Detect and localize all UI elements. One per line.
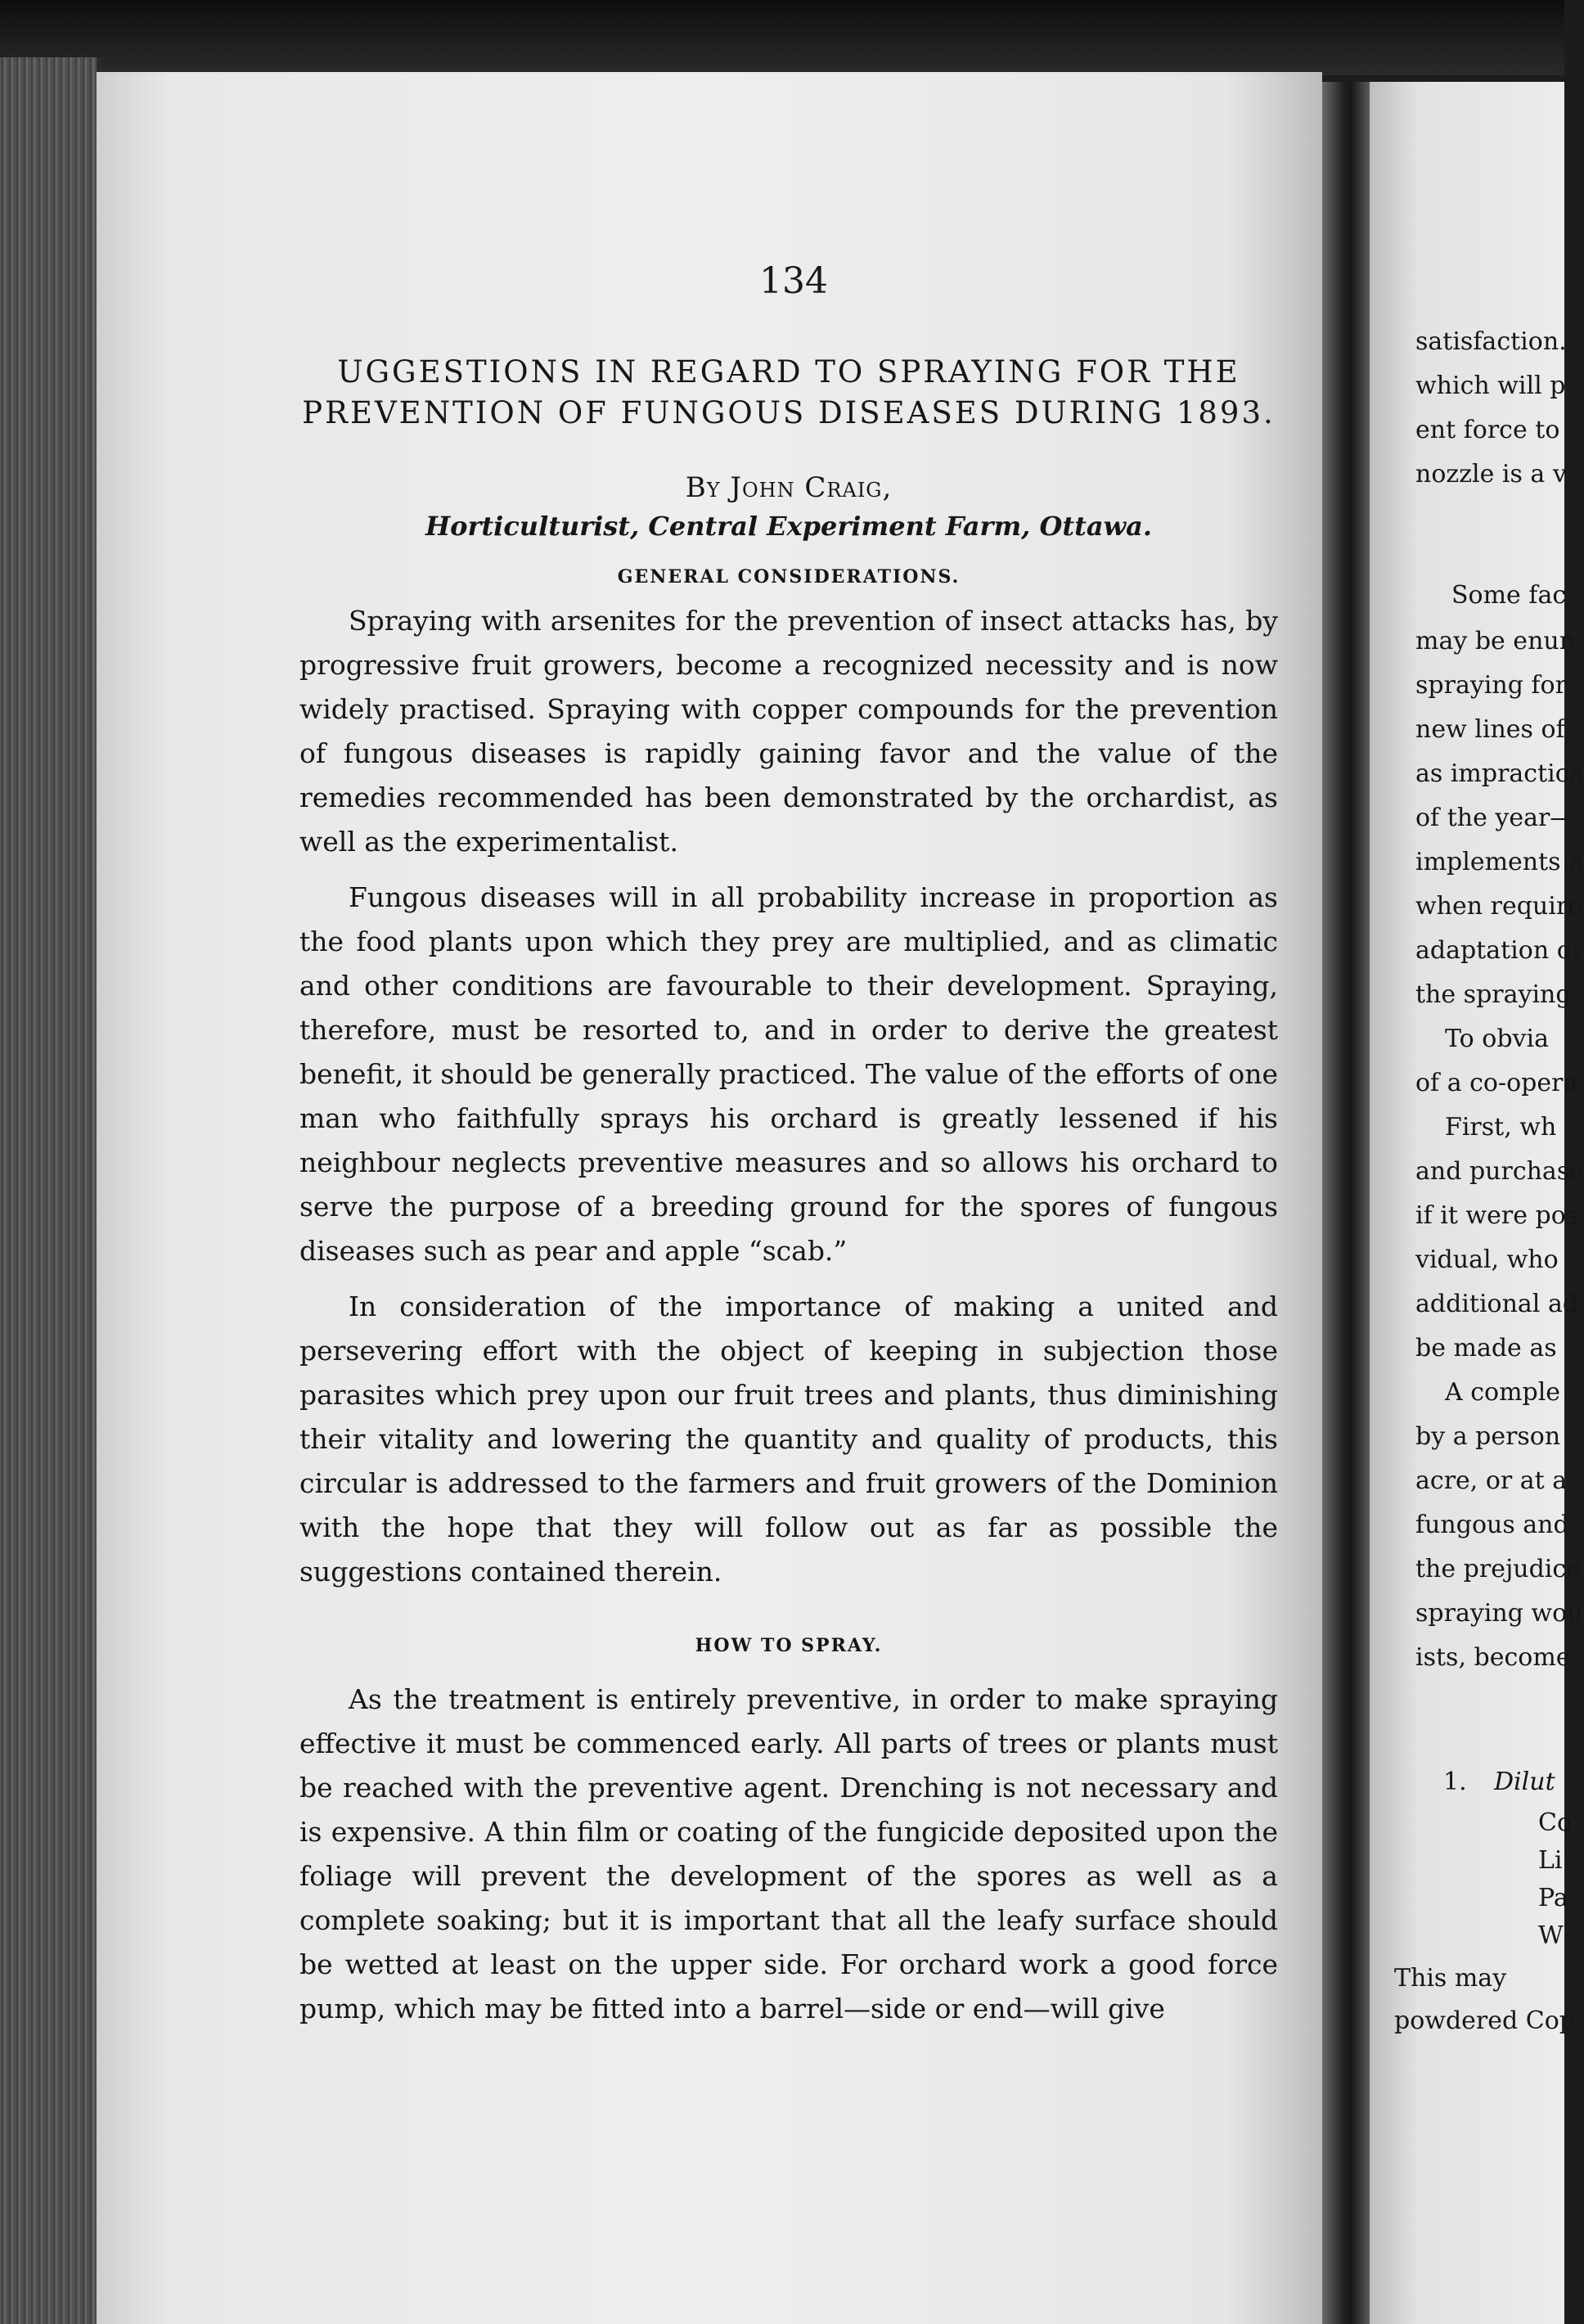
- right-line: the prejudice: [1415, 1555, 1581, 1583]
- section-heading-general: GENERAL CONSIDERATIONS.: [617, 566, 961, 588]
- author-affiliation: Horticulturist, Central Experiment Farm, Ottawa.: [425, 511, 1153, 542]
- right-line: may be enun: [1415, 627, 1576, 655]
- paragraph: As the treatment is entirely preventive, in order to make spraying effective it must be commenced early. All parts of trees or plants must be reached with the preventive agent. Drenching is not necessary and is expensive. A thin film or coating of the fungicide deposited upon the foliage will prevent the development of the spores as well as a complete soaking; but it is important that all the leafy surface should be wetted at least on the upper side. For orchard work a good force pump, which may be fitted into a barrel—side or end—will give: [299, 1683, 1278, 2024]
- book-spine: [0, 57, 101, 2324]
- article-title: [299, 352, 1278, 434]
- section-heading-how-to-spray: HOW TO SPRAY.: [695, 1635, 883, 1656]
- right-line: acre, or at a: [1415, 1466, 1568, 1495]
- right-line: spraying for: [1415, 671, 1567, 700]
- right-line: additional ad: [1415, 1290, 1579, 1318]
- paragraph: Fungous diseases will in all probability increase in proportion as the food plants upon which they prey are multiplied, and as climatic and other conditions are favourable to their development. Spraying, therefore, must be resorted to, and in order to derive the greatest benefit, it should be generally practiced. The value of the efforts of one man who faithfully sprays his orchard is greatly lessened if his neighbour neglects preventive measures and so allows his orchard to serve the purpose of a breeding ground for the spores of fungous diseases such as pear and apple “scab.”: [299, 881, 1278, 1267]
- right-line: This may: [1394, 1964, 1507, 1993]
- right-line: new lines of: [1415, 715, 1565, 744]
- article: [299, 352, 1278, 2043]
- author-byline: By John Craig,: [685, 471, 893, 504]
- right-list-number: 1.: [1443, 1768, 1467, 1796]
- right-line: be made as: [1415, 1334, 1557, 1362]
- right-line: To obvia: [1445, 1025, 1549, 1053]
- right-line: as impractica: [1415, 759, 1584, 788]
- right-line: implements a: [1415, 848, 1583, 876]
- title-line-1: UGGESTIONS IN REGARD TO SPRAYING FOR THE: [337, 354, 1240, 390]
- right-line: ent force to: [1415, 416, 1560, 444]
- scan-border-top: [0, 0, 1564, 75]
- right-line: First, wh: [1445, 1113, 1557, 1142]
- right-line: of a co-opera: [1415, 1069, 1578, 1097]
- right-list-item: Pa: [1538, 1884, 1568, 1912]
- right-line: fungous and: [1415, 1511, 1569, 1539]
- paragraph: Spraying with arsenites for the prevention of insect attacks has, by progressive fruit growers, become a recognized necessity and is now widely practised. Spraying with copper compounds for the prevention of fungous diseases is rapidly gaining favor and the value of the remedies recommended has been demonstrated by the orchardist, as well as the experimentalist.: [299, 605, 1278, 858]
- right-line: satisfaction.: [1415, 327, 1567, 356]
- right-line: when require: [1415, 892, 1582, 921]
- right-list-item: Co: [1538, 1808, 1573, 1837]
- right-list-item: W: [1538, 1921, 1564, 1950]
- paragraph: In consideration of the importance of making a united and persevering effort with the object of keeping in subjection those parasites which prey upon our fruit trees and plants, thus diminishing their vitality and lowering the quantity and quality of products, this circular is addressed to the farmers and fruit growers of the Dominion with the hope that they will follow out as far as possible the suggestions contained therein.: [299, 1290, 1278, 1588]
- title-line-2: PREVENTION OF FUNGOUS DISEASES DURING 1893.: [302, 395, 1276, 430]
- right-line: of the year—: [1415, 804, 1575, 832]
- right-line: and purchase: [1415, 1157, 1584, 1186]
- page-number: 134: [759, 260, 828, 302]
- right-line: ists, become: [1415, 1643, 1571, 1672]
- right-line: A comple: [1445, 1378, 1561, 1407]
- right-line: if it were pos: [1415, 1201, 1579, 1230]
- right-line: powdered Cop: [1394, 2006, 1575, 2035]
- right-line: Some fac: [1451, 581, 1567, 610]
- right-line: adaptation or: [1415, 936, 1584, 965]
- right-list-heading: Dilut: [1494, 1768, 1555, 1796]
- right-line: which will p: [1415, 372, 1566, 400]
- right-list-item: Li: [1538, 1846, 1563, 1875]
- right-line: spraying wou: [1415, 1599, 1583, 1628]
- right-page: [1370, 82, 1584, 2324]
- right-line: by a person: [1415, 1422, 1561, 1451]
- right-line: nozzle is a v: [1415, 460, 1567, 489]
- right-line: vidual, who: [1415, 1245, 1559, 1274]
- right-line: the spraying: [1415, 980, 1572, 1009]
- page-gutter: [1322, 82, 1370, 2324]
